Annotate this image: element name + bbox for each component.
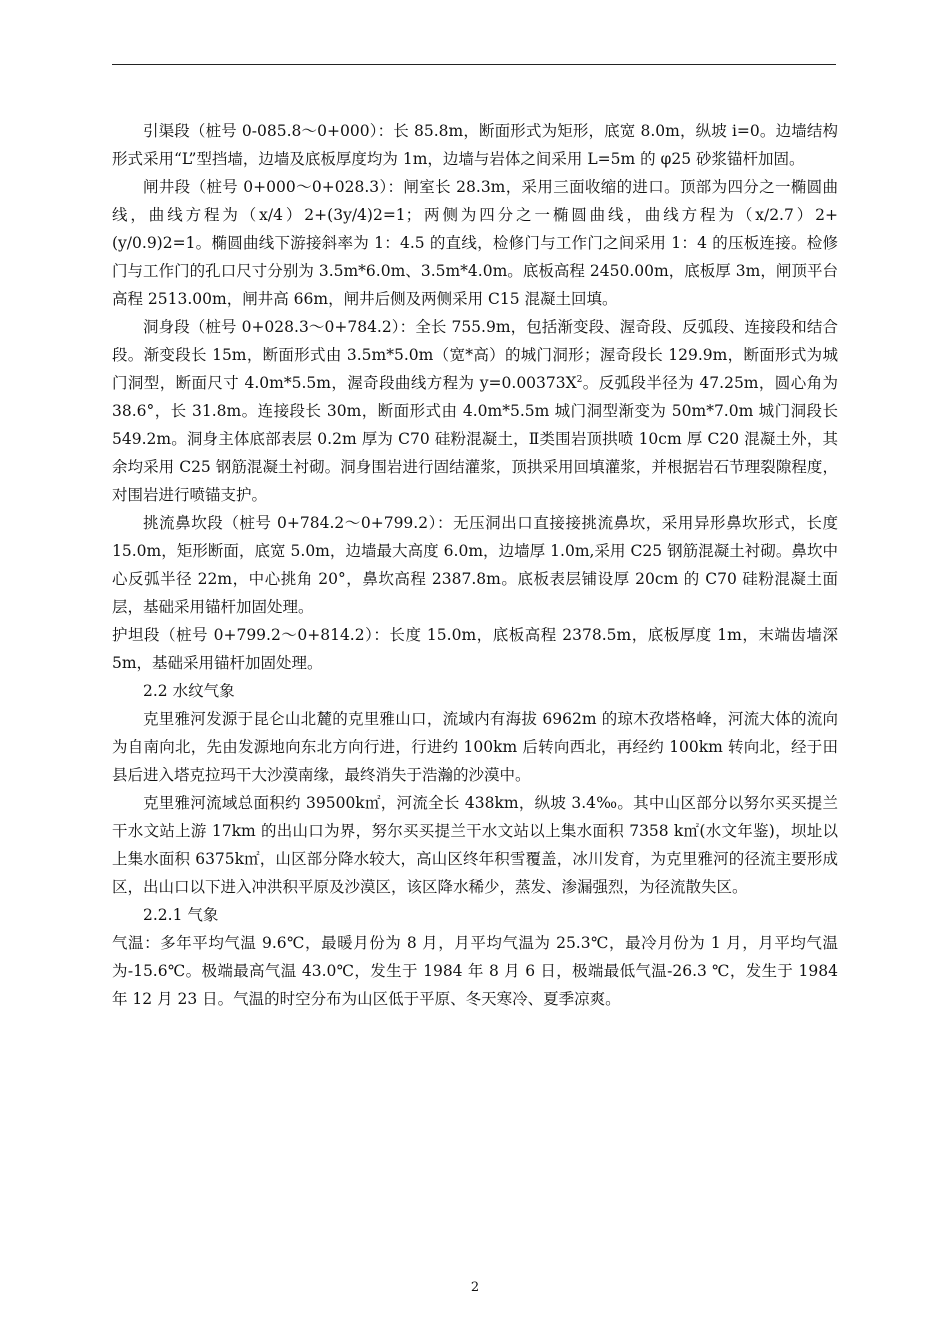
section-heading-climate: 2.2.1 气象 — [143, 906, 219, 924]
superscript-2: 2 — [576, 374, 583, 385]
paragraph-basin-area: 克里雅河流域总面积约 39500k㎡，河流全长 438km，纵坡 3.4‰。其中山区部分以努尔买买提兰干水文站上游 17km 的出山口为界，努尔买买提兰干水文站以上集水面积 7358 k㎡(水文年鉴)，坝址以上集水面积 6375k㎡，山区部分降水较大，高山区终年积雪覆盖，冰川发育，为克里雅河的径流主要形成区，出山口以下进入冲洪积平原及沙漠区，该区降水稀少，蒸发、渗漏强烈，为径流散失区。 — [112, 794, 838, 896]
header-rule — [112, 64, 836, 65]
paragraph-river-source: 克里雅河发源于昆仑山北麓的克里雅山口，流域内有海拔 6962m 的琼木孜塔格峰，河流大体的流向为自南向北，先由发源地向东北方向行进，行进约 100km 后转向西北，再经约 100km 转向北，经于田县后进入塔克拉玛干大沙漠南缘，最终消失于浩瀚的沙漠中。 — [112, 710, 838, 784]
tunnel-text-after: 。反弧段半径为 47.25m，圆心角为 38.6°，长 31.8m。连接段长 30m，断面形式由 4.0m*5.5m 城门洞型渐变为 50m*7.0m 城门洞段长 549.2m。洞身主体底部表层 0.2m 厚为 C70 硅粉混凝土，Ⅱ类围岩顶拱喷 10cm 厚 C20 混凝土外，其余均采用 C25 钢筋混凝土衬砌。洞身围岩进行固结灌浆，顶拱采用回填灌浆，并根据岩石节理裂隙程度，对围岩进行喷锚支护。 — [112, 374, 838, 504]
body-text — [112, 117, 838, 1013]
paragraph-inlet-channel: 引渠段（桩号 0-085.8～0+000）：长 85.8m，断面形式为矩形，底宽 8.0m，纵坡 i=0。边墙结构形式采用“L”型挡墙，边墙及底板厚度均为 1m，边墙与岩体之间采用 L=5m 的 φ25 砂浆锚杆加固。 — [112, 122, 838, 168]
section-heading-hydrology: 2.2 水纹气象 — [143, 682, 235, 700]
paragraph-temperature: 气温：多年平均气温 9.6℃，最暖月份为 8 月，月平均气温为 25.3℃，最冷月份为 1 月，月平均气温为-15.6℃。极端最高气温 43.0℃，发生于 1984 年 8 月 6 日，极端最低气温-26.3 ℃，发生于 1984 年 12 月 23 日。气温的时空分布为山区低于平原、冬天寒冷、夏季凉爽。 — [112, 934, 838, 1008]
paragraph-flip-bucket: 挑流鼻坎段（桩号 0+784.2～0+799.2）：无压洞出口直接接挑流鼻坎，采用异形鼻坎形式，长度 15.0m，矩形断面，底宽 5.0m，边墙最大高度 6.0m，边墙厚 1.0m,采用 C25 钢筋混凝土衬砌。鼻坎中心反弧半径 22m，中心挑角 20°，鼻坎高程 2387.8m。底板表层铺设厚 20cm 的 C70 硅粉混凝土面层，基础采用锚杆加固处理。 — [112, 514, 838, 616]
page-number: 2 — [470, 1280, 480, 1295]
paragraph-apron: 护坦段（桩号 0+799.2～0+814.2）：长度 15.0m，底板高程 2378.5m，底板厚度 1m，末端齿墙深 5m，基础采用锚杆加固处理。 — [112, 626, 838, 672]
paragraph-gate-shaft: 闸井段（桩号 0+000～0+028.3）：闸室长 28.3m，采用三面收缩的进口。顶部为四分之一椭圆曲线，曲线方程为（x/4）2+(3y/4)2=1；两侧为四分之一椭圆曲线，曲线方程为（x/2.7）2+(y/0.9)2=1。椭圆曲线下游接斜率为 1：4.5 的直线，检修门与工作门之间采用 1：4 的压板连接。检修门与工作门的孔口尺寸分别为 3.5m*6.0m、3.5m*4.0m。底板高程 2450.00m，底板厚 3m，闸顶平台高程 2513.00m，闸井高 66m，闸井后侧及两侧采用 C15 混凝土回填。 — [112, 178, 838, 308]
tunnel-text-before: 洞身段（桩号 0+028.3～0+784.2）：全长 755.9m，包括渐变段、渥奇段、反弧段、连接段和结合段。渐变段长 15m，断面形式由 3.5m*5.0m（宽*高）的城门洞形；渥奇段长 129.9m，断面形式为城门洞型，断面尺寸 4.0m*5.5m，渥奇段曲线方程为 y=0.00373X — [112, 318, 838, 392]
paragraph-tunnel-body — [112, 313, 838, 509]
